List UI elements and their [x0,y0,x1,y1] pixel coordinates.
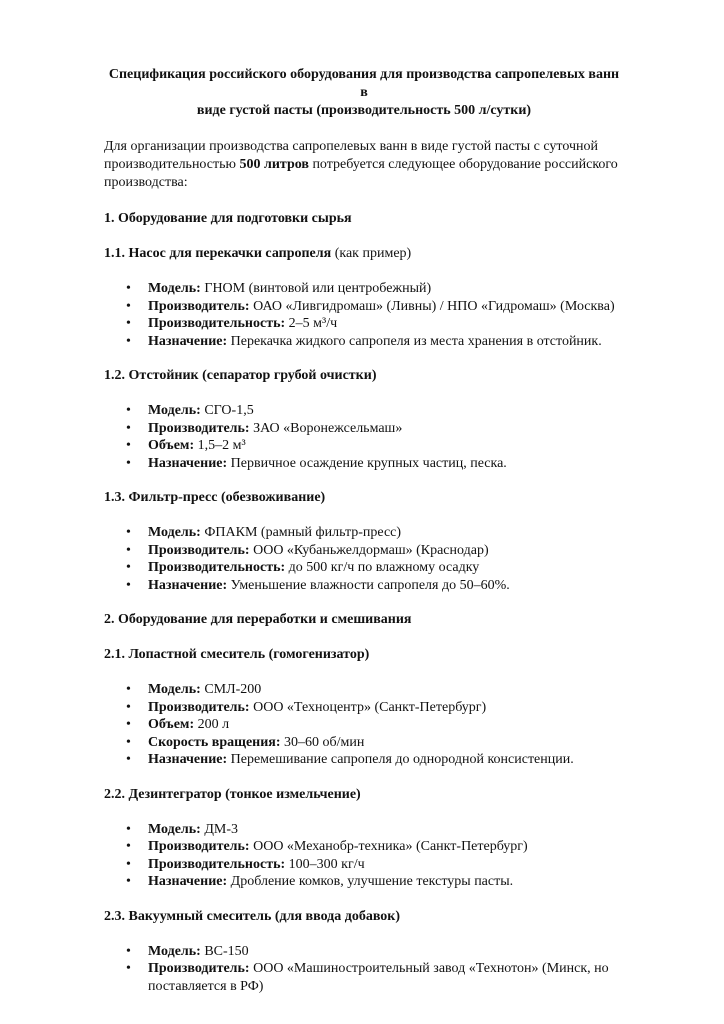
subsection-title: 2.1. Лопастной смеситель (гомогенизатор) [104,647,370,662]
bullet-icon: • [126,560,131,575]
bullet-icon: • [126,333,131,349]
subsection-title: 1.1. Насос для перекачки сапропеля [104,246,332,261]
item-key: Производительность: [148,560,286,575]
section-heading: 1. Оборудование для подготовки сырья [104,211,352,226]
item-key: Назначение: [148,752,228,767]
list-item [104,699,624,717]
list-item [104,420,624,438]
bullet-icon: • [126,821,131,837]
bullet-icon: • [126,420,131,436]
spec-list [104,681,624,769]
bullet-icon: • [126,525,131,540]
item-key: Производительность: [148,856,286,872]
item-key: Модель: [148,525,201,540]
item-value: ООО «Машиностроительный завод «Технотон» (Минск, но поставляется в РФ) [148,961,609,994]
item-key: Производитель: [148,699,250,715]
list-item [104,838,624,856]
list-item [104,298,624,316]
item-key: Производитель: [148,420,250,436]
item-key: Назначение: [148,577,228,593]
subsection-heading [104,489,624,507]
item-value: ГНОМ (винтовой или центробежный) [200,281,432,296]
subsection-heading [104,786,624,804]
bullet-icon: • [126,717,131,732]
item-value: СГО-1,5 [200,403,254,418]
item-value: ВС-150 [200,943,249,959]
bullet-icon: • [126,438,131,453]
item-key: Назначение: [148,333,228,349]
bullet-icon: • [126,455,131,471]
list-item [104,943,624,961]
bullet-icon: • [126,682,131,697]
list-item [104,821,624,839]
list-item [104,873,624,891]
bullet-icon: • [126,542,131,558]
item-value: ФПАКМ (рамный фильтр-пресс) [200,525,402,540]
bullet-icon: • [126,752,131,767]
list-item [104,333,624,351]
bullet-icon: • [126,874,131,889]
bullet-icon: • [126,281,131,296]
item-value: ООО «Кубаньжелдормаш» (Краснодар) [249,542,489,558]
item-value: Первичное осаждение крупных частиц, песка. [227,455,507,471]
bullet-icon: • [126,577,131,593]
bullet-icon: • [126,839,131,854]
list-item [104,559,624,577]
bullet-icon: • [126,856,131,872]
list-item [104,455,624,473]
bullet-icon: • [126,316,131,331]
list-item [104,437,624,455]
item-value: 200 л [194,717,230,732]
item-value: Перекачка жидкого сапропеля из места хранения в отстойник. [227,333,602,349]
item-key: Производительность: [148,316,286,331]
item-key: Производитель: [148,542,250,558]
item-key: Модель: [148,403,201,418]
title-line-2: виде густой пасты (производительность 500 л/сутки) [196,103,532,118]
list-item [104,856,624,874]
list-item [104,524,624,542]
bullet-icon: • [126,961,131,976]
item-value: 100–300 кг/ч [285,856,365,872]
spec-list [104,821,624,891]
list-item [104,280,624,298]
item-value: ООО «Техноцентр» (Санкт-Петербург) [249,699,487,715]
bullet-icon: • [126,699,131,715]
bullet-icon: • [126,943,131,959]
item-key: Производитель: [148,961,250,976]
document-title [104,66,624,120]
list-item [104,315,624,333]
item-key: Модель: [148,682,201,697]
subsection-heading [104,245,624,263]
spec-list [104,943,624,996]
intro-emphasis: 500 литров [239,157,309,172]
subsection-note: (как пример) [331,246,412,261]
item-value: 2–5 м³/ч [285,316,338,331]
item-value: Дробление комков, улучшение текстуры пасты. [227,874,514,889]
list-item [104,542,624,560]
intro-paragraph [104,138,624,192]
item-value: Уменьшение влажности сапропеля до 50–60%. [227,577,510,593]
subsection-heading [104,908,624,926]
item-value: 1,5–2 м³ [194,438,246,453]
spec-list [104,280,624,350]
item-key: Модель: [148,821,201,837]
item-key: Модель: [148,943,201,959]
intro-text-end: потребуется следующее оборудование российского производства: [104,157,618,190]
spec-list [104,524,624,594]
list-item [104,960,624,995]
spec-list [104,402,624,472]
title-line-1: Спецификация российского оборудования для производства сапропелевых ванн в [108,67,620,100]
subsection-title: 2.2. Дезинтегратор (тонкое измельчение) [104,786,361,802]
item-value: Перемешивание сапропеля до однородной консистенции. [227,752,574,767]
list-item [104,402,624,420]
list-item [104,577,624,595]
item-value: ОАО «Ливгидромаш» (Ливны) / НПО «Гидромаш» (Москва) [249,298,615,314]
subsection-title: 2.3. Вакуумный смеситель (для ввода добавок) [104,908,401,924]
intro-text: Для организации производства сапропелевых ванн в виде густой пасты с суточной производительностью [104,139,599,172]
subsection-title: 1.3. Фильтр-пресс (обезвоживание) [104,490,326,505]
list-item [104,734,624,752]
item-key: Производитель: [148,839,250,854]
item-value: ДМ-3 [200,821,239,837]
item-key: Объем: [148,438,195,453]
item-value: СМЛ-200 [200,682,262,697]
subsection-heading [104,646,624,664]
item-key: Скорость вращения: [148,734,281,750]
subsection-title: 1.2. Отстойник (сепаратор грубой очистки) [104,368,377,383]
item-key: Производитель: [148,298,250,314]
bullet-icon: • [126,734,131,750]
item-key: Объем: [148,717,195,732]
item-value: до 500 кг/ч по влажному осадку [285,560,480,575]
list-item [104,751,624,769]
item-value: ООО «Механобр-техника» (Санкт-Петербург) [249,839,528,854]
list-item [104,681,624,699]
item-key: Назначение: [148,874,228,889]
subsection-heading [104,367,624,385]
item-key: Модель: [148,281,201,296]
item-value: 30–60 об/мин [280,734,365,750]
item-value: ЗАО «Воронежсельмаш» [249,420,403,436]
bullet-icon: • [126,298,131,314]
item-key: Назначение: [148,455,228,471]
bullet-icon: • [126,403,131,418]
list-item [104,716,624,734]
section-heading: 2. Оборудование для переработки и смешивания [104,612,412,627]
